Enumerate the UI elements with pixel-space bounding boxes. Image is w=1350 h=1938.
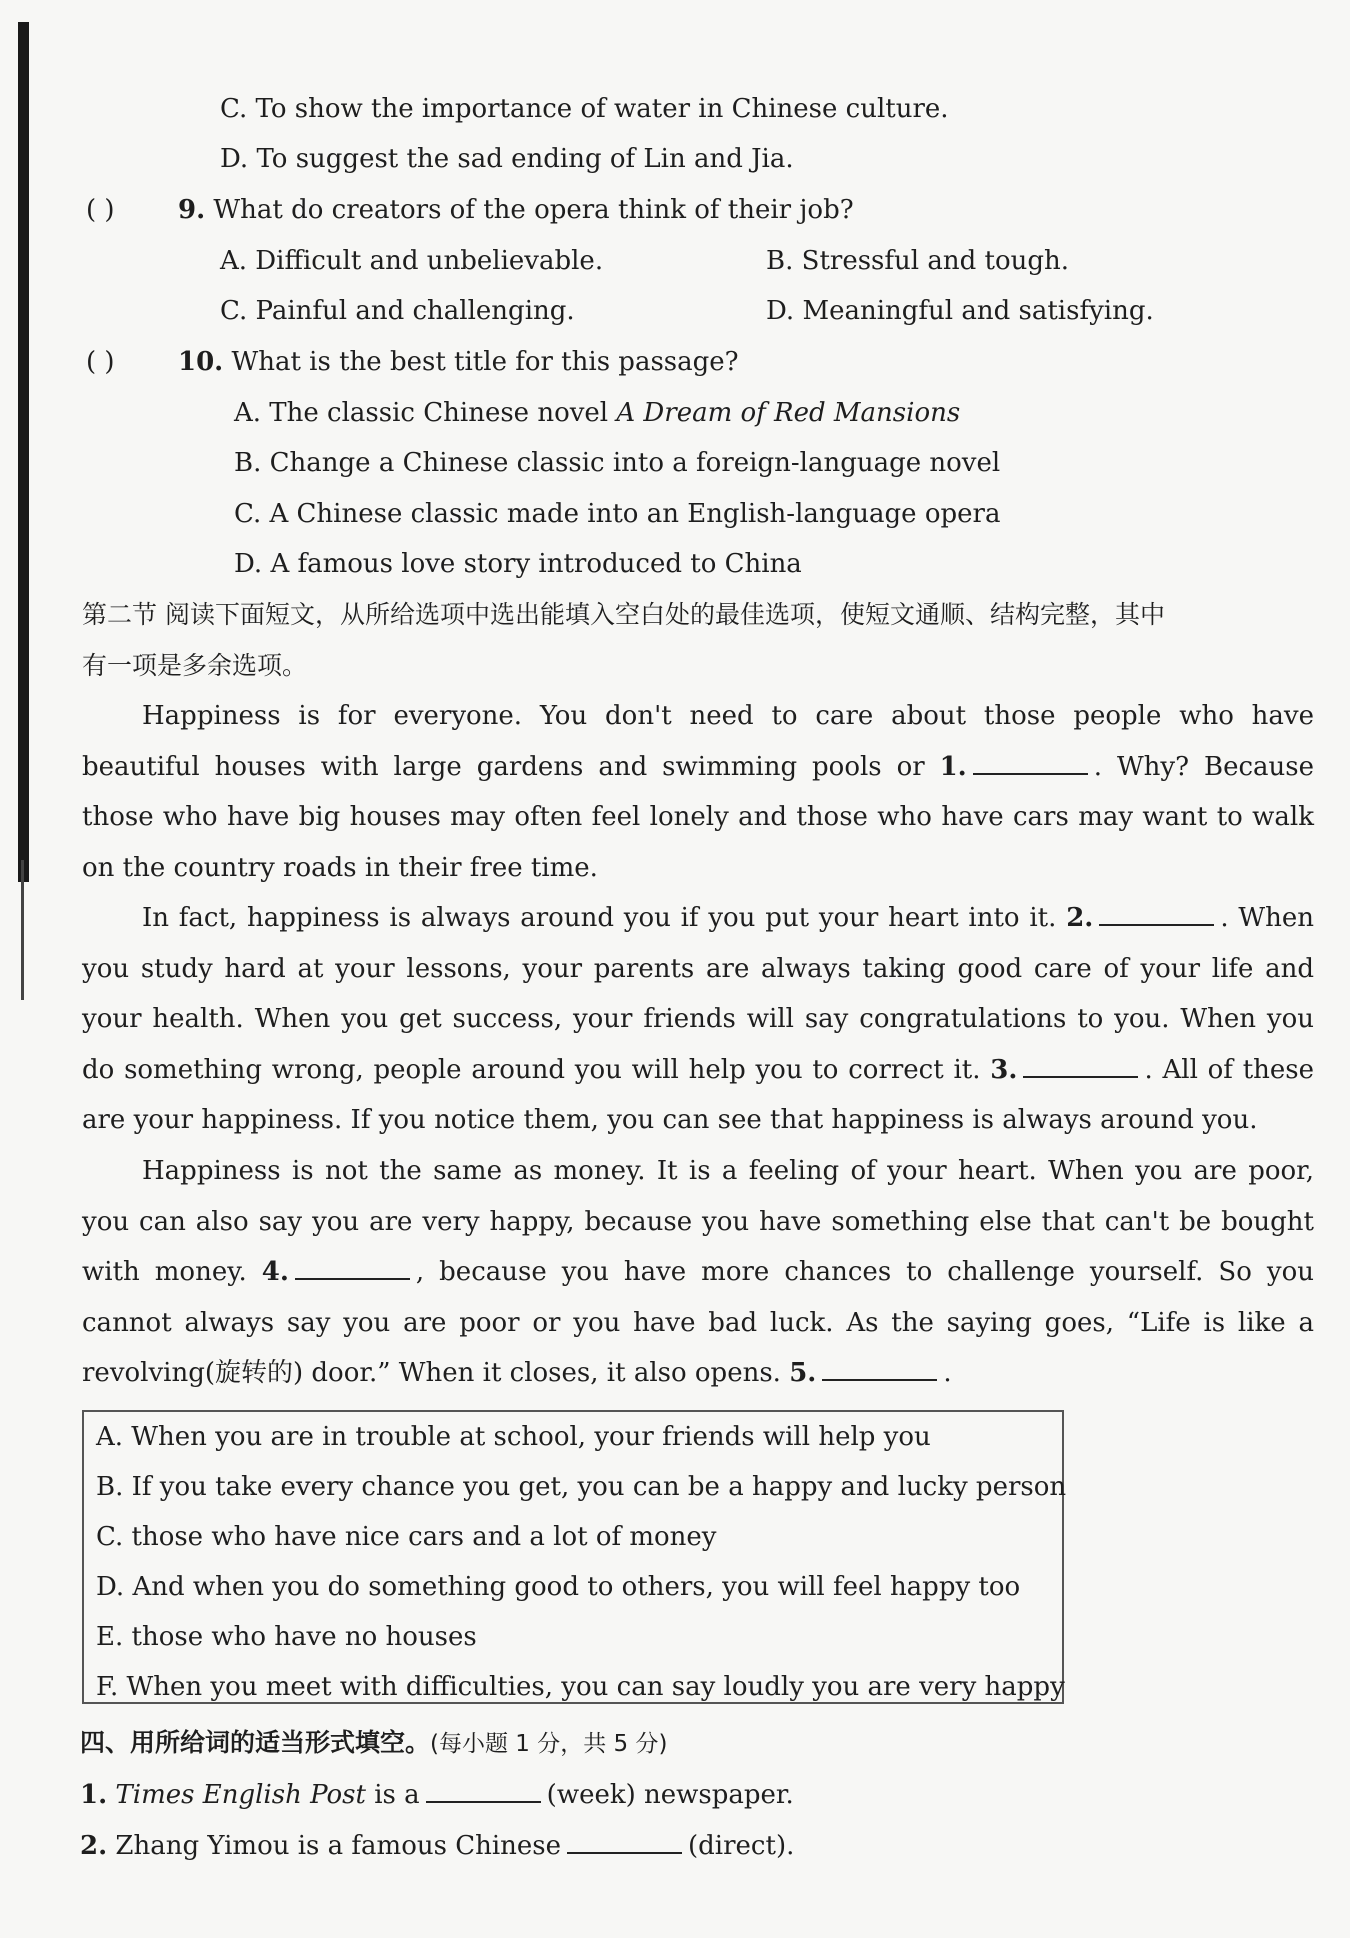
answer-paren[interactable]: ( ) [86,195,115,225]
q8-option-c: C. To show the importance of water in Chinese culture. [220,94,949,124]
answer-blank-fill-2[interactable] [567,1828,682,1854]
question-9 [86,193,854,227]
blank-number: 2. [1066,903,1094,933]
blank-number: 4. [261,1257,289,1288]
question-text: What do creators of the opera think of their job? [213,195,854,225]
blank-number: 1. [939,751,967,782]
answer-blank-4[interactable] [295,1254,410,1280]
answer-blank-fill-1[interactable] [426,1777,541,1803]
q10-option-c: C. A Chinese classic made into an English-language opera [234,499,1001,529]
blank-number: 5. [789,1358,817,1389]
question-10 [86,345,739,379]
answer-blank-1[interactable] [973,749,1088,775]
option-c: C. those who have nice cars and a lot of money [96,1522,717,1552]
option-text: A. The classic Chinese novel [234,398,617,428]
q10-option-a [234,396,960,430]
section-4-heading: 四、用所给词的适当形式填空。(每小题 1 分，共 5 分) [80,1728,668,1757]
book-title: A Dream of Red Mansions [616,398,961,428]
q10-option-b: B. Change a Chinese classic into a foreign-language novel [234,448,1001,478]
answer-paren[interactable]: ( ) [86,347,115,377]
option-e: E. those who have no houses [96,1622,477,1652]
question-number: 9. [178,195,206,225]
fill-question-2: 2. Zhang Yimou is a famous Chinese (direct). [80,1828,794,1863]
passage-paragraph-1: Happiness is for everyone. You don't need to care about those people who have beautiful houses with large gardens and swimming pools or 1. . Why? Because those who have big houses may often feel lonely and those who have cars may want to walk on the country roads in their free time. [82,701,1315,883]
newspaper-title: Times English Post [115,1780,366,1810]
option-f: F. When you meet with difficulties, you can say loudly you are very happy [96,1672,1065,1702]
option-b: B. If you take every chance you get, you can be a happy and lucky person [96,1472,1067,1502]
question-text: What is the best title for this passage? [231,347,739,377]
answer-blank-3[interactable] [1023,1052,1138,1078]
answer-blank-2[interactable] [1099,900,1214,926]
section-2-instruction: 第二节 阅读下面短文，从所给选项中选出能填入空白处的最佳选项，使短文通顺、结构完整，其中 [82,600,1165,629]
option-a: A. When you are in trouble at school, your friends will help you [96,1422,931,1452]
options-box [82,1410,1067,1704]
answer-blank-5[interactable] [822,1355,937,1381]
q9-option-d: D. Meaningful and satisfying. [766,296,1154,326]
q9-option-b: B. Stressful and tough. [766,246,1069,276]
fill-question-1: 1. Times English Post is a (week) newspaper. [80,1777,794,1812]
passage-paragraph-2: In fact, happiness is always around you if you put your heart into it. 2. . When you study hard at your lessons, your parents are always taking good care of your life and your health. When you get success, your friends will say congratulations to you. When you do something wrong, people around you will help you to correct it. 3. . All of these are your happiness. If you notice them, you can see that happiness is always around you. [82,893,1314,1146]
section-4-note: (每小题 1 分，共 5 分) [430,1731,668,1757]
q10-option-d: D. A famous love story introduced to China [234,549,802,579]
q9-option-c: C. Painful and challenging. [220,296,575,326]
question-number: 2. [80,1831,108,1861]
q9-option-a: A. Difficult and unbelievable. [220,246,604,276]
q8-option-d: D. To suggest the sad ending of Lin and Jia. [220,144,794,174]
passage-paragraph-3: Happiness is not the same as money. It is a feeling of your heart. When you are poor, you can also say you are very happy, because you have something else that can't be bought with money. 4. , because you have more chances to challenge yourself. So you cannot always say you are poor or you have bad luck. As the saying goes, “Life is like a revolving(旋转的) door.” When it closes, it also opens. 5. . [82,1156,1314,1389]
option-d: D. And when you do something good to others, you will feel happy too [96,1572,1021,1602]
section-2-instruction-cont: 有一项是多余选项。 [82,651,308,680]
question-number: 1. [80,1780,108,1810]
question-number: 10. [178,347,224,377]
blank-number: 3. [990,1054,1018,1085]
